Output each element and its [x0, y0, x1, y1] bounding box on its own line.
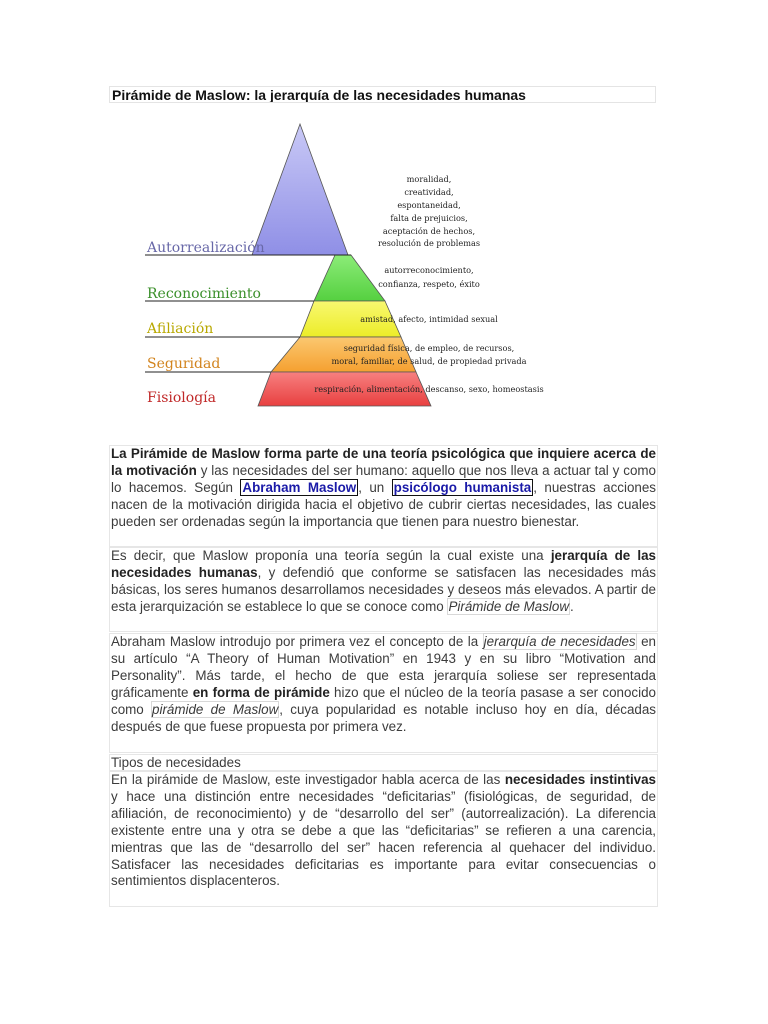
afil-line-0: amistad, afecto, intimidad sexual — [360, 314, 498, 324]
p3-text-3: hizo que el núcleo de la teoría pasase a ser conocido como — [111, 684, 656, 717]
paragraph-jerarquia — [109, 547, 658, 632]
p3-italic-2: pirámide de Maslow — [152, 701, 279, 717]
recon-line-1: confianza, respeto, éxito — [378, 279, 480, 289]
intro-bold: La Pirámide de Maslow forma parte de una teoría psicológica que inquiere acerca de la motivación — [111, 446, 656, 478]
label-afiliacion: Afiliación — [147, 321, 214, 337]
link-psicologo-humanista[interactable]: psicólogo humanista — [393, 479, 532, 495]
top-line-2: espontaneidad, — [397, 200, 461, 210]
seg-line-1: moral, familiar, de salud, de propiedad privada — [331, 356, 527, 366]
p2-text-3: . — [570, 598, 574, 614]
pyramid-layer-reconocimiento — [314, 255, 385, 301]
fis-line-0: respiración, alimentación, descanso, sexo, homeostasis — [314, 384, 544, 394]
p2-bold: jerarquía de las necesidades humanas — [111, 548, 657, 580]
recon-line-0: autorreconocimiento, — [384, 265, 474, 275]
page-title: Pirámide de Maslow: la jerarquía de las necesidades humanas — [109, 86, 656, 103]
p2-italic: Pirámide de Maslow — [448, 598, 570, 614]
pyramid-svg — [130, 118, 600, 410]
top-line-0: moralidad, — [406, 174, 452, 184]
paragraph-intro — [109, 445, 658, 547]
p2-text-2: , y defendió que conforme se satisfacen las necesidades más básicas, los seres humanos desarrollamos necesidades y deseos más elevados. A partir de esta jerarquización se establece lo que se conoce como — [111, 564, 656, 614]
top-line-1: creatividad, — [404, 187, 454, 197]
p2-text-1: Es decir, que Maslow proponía una teoría según la cual existe una — [111, 548, 551, 563]
p3-text-4: , cuya popularidad es notable incluso hoy en día, décadas después de que fuese propuesta por primera vez. — [111, 701, 657, 734]
p5-text-2: y hace una distinción entre necesidades “deficitarias” (fisiológicas, de seguridad, de afiliación, de reconocimiento) y de “desarrollo del ser” (autorrealización). La diferencia existente entre una y otra se debe a que las “deficitarias” se refieren a una carencia, mientras que las de “desarrollo del ser” hacen referencia al quehacer del individuo. Satisfacer las necesidades deficitarias es importante para evitar consecuencias o sentimientos displacenteros. — [111, 788, 656, 889]
p3-text-1: Abraham Maslow introdujo por primera vez el concepto de la — [111, 634, 483, 649]
intro-text-2: , un — [358, 479, 392, 495]
maslow-pyramid-figure — [130, 118, 600, 410]
intro-text-1: y las necesidades del ser humano: aquello que nos lleva a actuar tal y como lo hacemos. Según — [111, 462, 657, 495]
subheading-tipos: Tipos de necesidades — [109, 754, 658, 771]
p3-italic-1: jerarquía de necesidades — [483, 634, 636, 649]
label-seguridad: Seguridad — [147, 356, 221, 372]
link-abraham-maslow[interactable]: Abraham Maslow — [242, 479, 357, 495]
intro-text-3: , nuestras acciones nacen de la motivación dirigida hacia el objetivo de cubrir ciertas necesidades, las cuales pueden ser ordenadas según la importancia que tienen para nuestro bienestar. — [111, 479, 656, 529]
p5-text-1: En la pirámide de Maslow, este investigador habla acerca de las — [111, 772, 505, 787]
p3-text-2: en su artículo “A Theory of Human Motivation” en 1943 y en su libro “Motivation and Personality”. Más tarde, el hecho de que esta jerarquía soliese ser representada gráficamente — [111, 634, 656, 700]
top-line-4: aceptación de hechos, — [382, 226, 476, 236]
paragraph-historia — [109, 633, 658, 753]
label-reconocimiento: Reconocimiento — [147, 286, 261, 302]
p5-bold: necesidades instintivas — [504, 772, 657, 787]
top-line-3: falta de prejuicios, — [390, 213, 468, 223]
label-fisiologia: Fisiología — [147, 390, 216, 406]
pyramid-layer-autorrealizacion — [252, 124, 348, 255]
seg-line-0: seguridad física, de empleo, de recursos, — [343, 343, 515, 353]
p3-bold: en forma de pirámide — [192, 684, 330, 700]
label-autorrealizacion: Autorrealización — [147, 240, 265, 256]
top-line-5: resolución de problemas — [377, 238, 481, 248]
paragraph-tipos — [109, 771, 658, 907]
